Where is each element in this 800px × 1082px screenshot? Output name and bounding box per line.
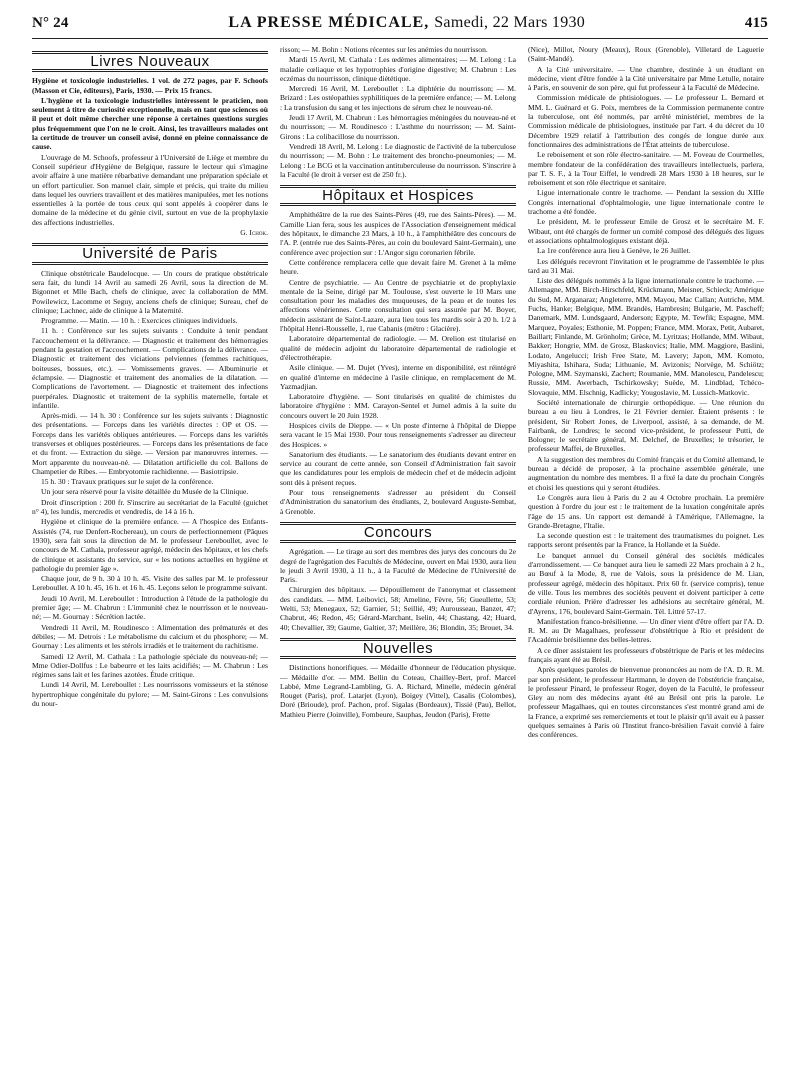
section-title-nouvelles: Nouvelles (280, 638, 516, 659)
issue-number: N° 24 (32, 15, 69, 31)
article-paragraph: Jeudi 17 Avril, M. Chabrun : Les hémorragies méningées du nouveau-né et du nourrisson; — M. Roudinesco : L'asthme du nourrisson; — M. Saint-Girons : La colibacillose du nourrisson. (280, 113, 516, 141)
article-paragraph: Mardi 15 Avril, M. Cathala : Les œdèmes alimentaires; — M. Lelong : La maladie cœliaque et les hypotrophies d'origine digestive; M. Chabrun : Les eczémas du nourrisson, clinique diététique. (280, 55, 516, 83)
article-paragraph: Chaque jour, de 9 h. 30 à 10 h. 45. Visite des salles par M. le professeur Lereboullet. A 10 h. 45, 16 h. et 16 h. 45. Leçons selon le programme suivant. (32, 574, 268, 593)
article-paragraph: Vendredi 11 Avril, M. Roudinesco : Alimentation des prématurés et des débiles; — M. Detrois : Le métabolisme du calcium et du phosphore; — M. Gournay : Les aliments et les stérols irradiés et le traitement du rachitisme. (32, 622, 268, 651)
article-paragraph: Un jour sera réservé pour la visite détaillée du Musée de la Clinique. (41, 487, 249, 497)
article-paragraph: Distinctions honorifiques. — Médaille d'honneur de l'éducation physique. — Médaille d'or. — MM. Bellin du Coteau, Chailley-Bert, prof. Marcel Labbé, Mme Legrand-Lambling, G. A. Richard, Minelle, médecin général Rouget (Paris), prof. Latarjet (Lyon), Boigey (Vittel), Casalis (Colombes), Doré (Brioude), prof. Pachon, prof. Sigalas (Bordeaux), Tissié (Pau), Bellot, Mathieu Pierre (Joinville), Fombeure, Sauphas, Jeudon (Paris), Frette (280, 663, 516, 719)
journal-name: LA PRESSE MÉDICALE, (228, 14, 430, 31)
article-paragraph: 11 h. : Conférence sur les sujets suivants : Conduite à tenir pendant l'accouchement et la délivrance. — Diagnostic et traitement des hémorragies pendant la gestation et l'accouchement. — Complications de la délivrance. — Diagnostic et traitement des viciations pelviennes (femmes rachitiques, boiteuses, bossues, etc.). — Vomissements graves. — Albuminurie et éclampsie. — Diagnostic et traitement des anomalies de la dilatation. — Complications de l'avortement. — Diagnostic et traitement des infections puerpérales. Diagnostic et traitement de la syphilis maternelle, fœtale et infantile. (32, 326, 268, 410)
issue-date: Samedi, 22 Mars 1930 (434, 14, 586, 31)
article-paragraph: Sanatorium des étudiants. — Le sanatorium des étudiants devant entrer en service au courant de cette année, son Conseil d'Administration fait savoir que les candidatures pour les emplois de médecin chef et de médecin adjoint sont dès à présent reçues. (280, 449, 516, 487)
article-paragraph: Après-midi. — 14 h. 30 : Conférence sur les sujets suivants : Diagnostic des présentations. — Forceps dans les variétés directes : OP et OS. — Forceps dans les variétés obliques antérieures. — Forceps dans les variétés transverses et obliques postérieures. — Forceps dans les présentations de face et du front. — Extraction du siège. — Version par manœuvres internes. — Mort apparente du nouveau-né. — Dilatation artificielle du col. Ballons de Champetier de Ribes. — Embryotomie rachidienne. — Basiotripsie. (32, 411, 268, 476)
article-paragraph: Chirurgien des hôpitaux. — Dépouillement de l'anonymat et classement des candidats. — MM. Leibovici, 58; Ameline, Fèvre, 56; Gueullette, 53; Welti, 53; Menegaux, 52; Garnier, 51; Seillié, 49; Aurousseau, Banzet, 47; Chabrut, 46; Redon, 45; Gérard-Marchant, Iselin, 44; Chastang, 42; Huard, 40; Chevallier, 39; Gaume, Galtier, 37; Meillère, 36; Blondin, 35; Brouet, 34. (280, 585, 516, 632)
article-paragraph: risson; — M. Bohn : Notions récentes sur les anémies du nourrisson. (280, 45, 488, 54)
article-paragraph: La 1re conférence aura lieu à Genève, le 26 Juillet. (537, 246, 691, 256)
book-heading: Hygiène et toxicologie industrielles. 1 vol. de 272 pages, par F. Schoofs (Masson et Cie, éditeurs), Paris, 1930. — Prix 15 francs. (32, 76, 268, 95)
article-paragraph: Samedi 12 Avril, M. Cathala : La pathologie spéciale du nouveau-né; — Mme Odier-Dollfus : Le babeurre et les laits acidifiés; — M. Chabrun : Les régimes sans lait et les farines azotées. Étude critique. (32, 651, 268, 680)
column-1 (32, 45, 268, 741)
article-paragraph: Commission médicale de phtisiologues. — Le professeur L. Bernard et MM. L. Guénard et G. Poix, membres de la Commission permanente contre la tuberculose, ont été nommés, par arrêté ministériel, membres de la Commission médicale de phtisiologues, instituée par l'art. 4 du décret du 10 Décembre 1929 relatif à l'attribution des congés de longue durée aux fonctionnaires des administrations de l'État atteints de tuberculose. (528, 93, 764, 149)
page-number: 415 (744, 15, 768, 31)
article-paragraph: Pour tous renseignements s'adresser au président du Conseil d'Administration du sanatorium des étudiants, 2, boulevard Auguste-Sembat, à Grenoble. (280, 488, 516, 516)
section-title-hopitaux: Hôpitaux et Hospices (280, 185, 516, 206)
article-paragraph: Droit d'inscription : 200 fr. S'inscrire au secrétariat de la Faculté (guichet n° 4), les lundis, mercredis et vendredis, de 14 à 16 h. (32, 497, 268, 517)
article-paragraph: Centre de psychiatrie. — Au Centre de psychiatrie et de prophylaxie mentale de la Seine, dirigé par M. Toulouse, s'est ouverte le 10 Mars une consultation pour les maladies des muqueuses, de la peau et de toutes les affections vénériennes. Cette consultation qui sera assurée par M. Boyer, médecin assistant de Saint-Lazare, aura lieu tous les mardis soir à 20 h. 1/2 à l'hôpital Henri-Rousselle, 1, rue Cabanis (métro : Glacière). (280, 277, 516, 334)
article-paragraph: 15 h. 30 : Travaux pratiques sur le sujet de la conférence. (41, 477, 214, 487)
section-title-universite: Université de Paris (32, 243, 268, 264)
article-paragraph: A la Cité universitaire. — Une chambre, destinée à un étudiant en médecine, vient d'être fondée à la Cité universitaire par Mme Letulle, notaire à Paris, en souvenir de son père, qui fut professeur à la Faculté de Médecine. (528, 64, 764, 93)
section-title-livres: Livres Nouveaux (32, 51, 268, 72)
journal-title (228, 14, 585, 32)
article-paragraph: Hygiène et clinique de la première enfance. — A l'hospice des Enfants-Assistés (74, rue Denfert-Rochereau), un cours de perfectionnement (Pâques 1930), sera fait sous la direction de M. le professeur Lereboullet, avec le concours de M. Cathala, professeur agrégé, médecin des hôpitaux, et les chefs de clinique et assistants du service, sur « les notions actuelles en hygiène et pathologie du premier âge ». (32, 517, 268, 573)
article-paragraph: Hospices civils de Dieppe. — « Un poste d'interne à l'hôpital de Dieppe sera vacant le 15 Mai 1930. Pour tous renseignements s'adresser au directeur des Hospices. » (280, 420, 516, 449)
article-paragraph: Jeudi 10 Avril, M. Lereboullet : Introduction à l'étude de la pathologie du premier âge; — M. Chabrun : L'immunité chez le nourrisson et le nouveau-né; — M. Gournay : Sécrétion lactée. (32, 593, 268, 622)
masthead (32, 14, 768, 39)
article-paragraph: Le reboisement et son rôle électro-sanitaire. — M. Foveau de Courmelles, membre fondateur de la confédération des travailleurs intellectuels, parlera, par T. S. F., à la Tour Eiffel, le vendredi 28 Mars 1930 à 18 heures, sur le reboisement et son rôle électrique et sanitaire. (528, 150, 764, 188)
article-paragraph: Liste des délégués nommés à la ligue internationale contre le trachome. — Allemagne, MM. Birch-Hirschfeld, Krückmann, Meisner, Schieck; Amérique du Sud, M. Arganaraz; Angleterre, MM. Mayou, Mac Callan; Autriche, MM. Fuchs, Hanke; Belgique, MM. Brandès, Hambresin; Bulgarie, M. Pascheff; Danemark, MM. Lundsgaard, Anderson; Egypte, M. Tewfik; Espagne, MM. Marquez, Poyales; Esthonie, M. Poppen; France, MM. Morax, Petit, Aubaret, Baillart; Finlande, M. Grönholm; Grèce, M. Lyritzas; Hollande, MM. Wibaut, Bakker; Hongrie, MM. de Grosz, Blaskovics; Italie, MM. Maggiore, Baslini, Lodato, Angelucci; Irish Free State, M. Lavery; Japon, MM. Komoto, Miyashita, Ishihara, Suda; Lithuanie, M. Avizonis; Norvège, M. Schiötz; Pologne, MM. Szymanski, Zachert; Roumanie, MM. Manolescu, Pandelescu; Russie, MM. Awerbach, Tschirkowsky; Suède, M. Lindblad, Tchéco-Slovaquie, MM. Elschnig, Kadlicky; Yougoslavie, M. Lussich-Matkovic. (528, 276, 764, 397)
article-paragraph: (Nice), Millot, Noury (Meaux), Roux (Grenoble), Villetard de Laguerie (Saint-Mandé). (528, 45, 764, 64)
article-paragraph: Le banquet annuel du Conseil général des sociétés médicales d'arrondissement. — Ce banquet aura lieu le samedi 22 Mars prochain à 2 h., au Bœuf à la Mode, 8, rue de Valois, sous la présidence de M. Lian, professeur agrégé, médecin des hôpitaux. Prix 60 fr. (service compris), tenue de ville. Tous les membres des sociétés peuvent et doivent participer à cette cordiale réunion. Prière d'adresser les adhésions au secrétaire général, M. d'Ayrenx, 176, boulevard Saint-Germain. Tél. Littré 57-17. (528, 550, 764, 616)
article-paragraph: Mercredi 16 Avril, M. Lereboullet : La diphtérie du nourrisson; — M. Brizard : Les ostéopathies syphilitiques de la première enfance; — M. Lelong : La transfusion du sang et les injections de sérum chez le nouveau-né. (280, 84, 516, 112)
article-paragraph: Clinique obstétricale Baudelocque. — Un cours de pratique obstétricale sera fait, du lundi 14 Avril au samedi 26 Avril, sous la direction de M. Bigonnet et Mlle Bach, chefs de clinique, avec la collaboration de MM. Powilewicz, Lacomme et Seguy, anciens chefs de clinique; Sureau, chef de clinique; Lachnec, aide de clinique à la Maternité. (32, 268, 268, 315)
article-paragraph: A ce dîner assistaient les professeurs d'obstétrique de Paris et les médecins français ayant été au Brésil. (528, 645, 764, 664)
column-2 (280, 45, 516, 741)
article-paragraph: Après quelques paroles de bienvenue prononcées au nom de l'A. D. R. M. par son président, le professeur Hartmann, le doyen de l'obstétricie française, le professeur Pinard, le professeur Roger, doyen de la Faculté, le professeur Gley au nom des médecins ayant été au Brésil ont pris la parole. Le professeur Magalhaes, qui en toutes circonstances s'est montré grand ami de la France, a exprimé ses remerciements et tout le plaisir qu'il avait eu à passer quelques semaines à Paris où l'Institut franco-brésilien l'avait convié à faire des conférences. (528, 665, 764, 740)
article-paragraph: A la suggestion des membres du Comité français et du Comité allemand, le bureau a décidé de proposer, à la prochaine assemblée générale, une augmentation du nombre des membres. Il a fixé la date du prochain Congrès et choisi les questions qui y seront étudiées. (528, 454, 764, 492)
article-paragraph: Amphithéâtre de la rue des Saints-Pères (49, rue des Saints-Pères). — M. Camille Lian fera, sous les auspices de l'Association d'enseignement médical des hôpitaux, le dimanche 23 Mars, à 10 h., à l'amphithéâtre des concours de l'A. P. (entrée rue des Saints-Pères, au coin du boulevard Saint-Germain), une conférence avec projection sur : L'Angor sigu coronarien fébrile. (280, 210, 516, 257)
article-paragraph: Société internationale de chirurgie orthopédique. — Une réunion du bureau a eu lieu à Londres, le 21 Février dernier. Étaient présents : le président, Sir Robert Jones, de Liverpool, assisté, à sa demande, de M. Fairbank, de Londres; le second vice-président, le professeur Putti, de Bologne; le secrétaire général, M. Delchef, de Bruxelles; le trésorier, le professeur Maffei, de Bruxelles. (528, 397, 764, 454)
article-paragraph: Programme. — Matin. — 10 h. : Exercices cliniques individuels. (41, 316, 238, 326)
book-paragraph: L'hygiène et la toxicologie industrielles intéressent le praticien, non seulement à titre de curiosité exceptionnelle, mais en tant que sciences où il peut et doit même chercher une réponse à certaines questions surgies plus fréquemment que l'on ne le croit. Ainsi, les travailleurs malades ont la certitude de trouver un conseil avisé, donné en pleine connaissance de cause. (32, 95, 268, 152)
book-signature: G. Ichok. (240, 228, 268, 238)
article-paragraph: Ligue internationale contre le trachome. — Pendant la session du XIIIe Congrès international d'ophtalmologie, une ligue internationale contre le trachome a été fondée. (528, 188, 764, 217)
article-paragraph: Le président, M. le professeur Emile de Grosz et le secrétaire M. F. Wibaut, ont été chargés de former un comité composé des délégués des ligues et associations ophtalmologiques existant déjà. (528, 217, 764, 245)
article-paragraph: Asile clinique. — M. Dujet (Yves), interne en disponibilité, est réintégré en qualité d'interne en médecine à l'asile clinique, en remplacement de M. Yazmadjian. (280, 363, 516, 391)
article-paragraph: Cette conférence remplacera celle que devait faire M. Grenet à la même heure. (280, 257, 516, 277)
article-paragraph: Vendredi 18 Avril, M. Lelong : Le diagnostic de l'activité de la tuberculose du nourrisson; — M. Bohn : Le traitement des broncho-pneumonies; — M. Lelong : Le BCG et la vaccination antituberculeuse du nourrisson. S'inscrire à la Faculté (le droit à verser est de 250 fr.). (280, 141, 516, 179)
section-title-concours: Concours (280, 522, 516, 543)
article-paragraph: Manifestation franco-brésilienne. — Un dîner vient d'être offert par l'A. D. R. M. au Dr Magalhaes, professeur d'obstétrique à Rio et président de l'Académie brésilienne des belles-lettres. (528, 616, 764, 645)
book-paragraph: L'ouvrage de M. Schoofs, professeur à l'Université de Liège et membre du Conseil supérieur d'Hygiène de Belgique, rassure le lecteur qui s'imagine avoir affaire à une matière rébarbative demandant une préparation spéciale et un effort particulier. Son manuel clair, simple et précis, qui traite du milieu dans lequel les ouvriers travaillent et des matières manipulées, met les notions essentielles à la portée de tous ceux qui sont appelés à coopérer dans le domaine de la médecine et du génie civil, surtout en vue de la prophylaxie des affections industrielles. (32, 152, 268, 227)
article-paragraph: Le Congrès aura lieu à Paris du 2 au 4 Octobre prochain. La première question à l'ordre du jour est : le traitement de la luxation congénitale après l'âge de 15 ans. Un rapport est demandé à l'Amérique, l'Allemagne, la Grande-Bretagne, l'Italie. (528, 492, 764, 530)
article-paragraph: Lundi 14 Avril, M. Lereboullet : Les nourrissons vomisseurs et la sténose hypertrophique congénitale du pylore; — M. Saint-Girons : Les convulsions du nour- (32, 680, 268, 708)
article-paragraph: Laboratoire départemental de radiologie. — M. Orelion est titularisé en qualité de médecin adjoint du laboratoire départemental de radiologie et d'électrothérapie. (280, 334, 516, 362)
article-paragraph: Les délégués recevront l'invitation et le programme de l'assemblée le plus tard au 31 Mai. (528, 256, 764, 275)
article-paragraph: La seconde question est : le traitement des traumatismes du poignet. Les rapports seront présentés par la France, la Hollande et la Suède. (528, 531, 764, 550)
column-3 (528, 45, 764, 741)
article-paragraph: Laboratoire d'hygiène. — Sont titularisés en qualité de chimistes du laboratoire d'hygiène : MM. Carayon-Sentel et Jumel admis à la suite du concours ouvert le 20 Juin 1928. (280, 392, 516, 420)
article-paragraph: Agrégation. — Le tirage au sort des membres des jurys des concours du 2e degré de l'agrégation des Facultés de Médecine, ouvert en Mai 1930, aura lieu le jeudi 3 Avril 1930, à 11 h., à la Faculté de Médecine de l'Université de Paris. (280, 547, 516, 585)
